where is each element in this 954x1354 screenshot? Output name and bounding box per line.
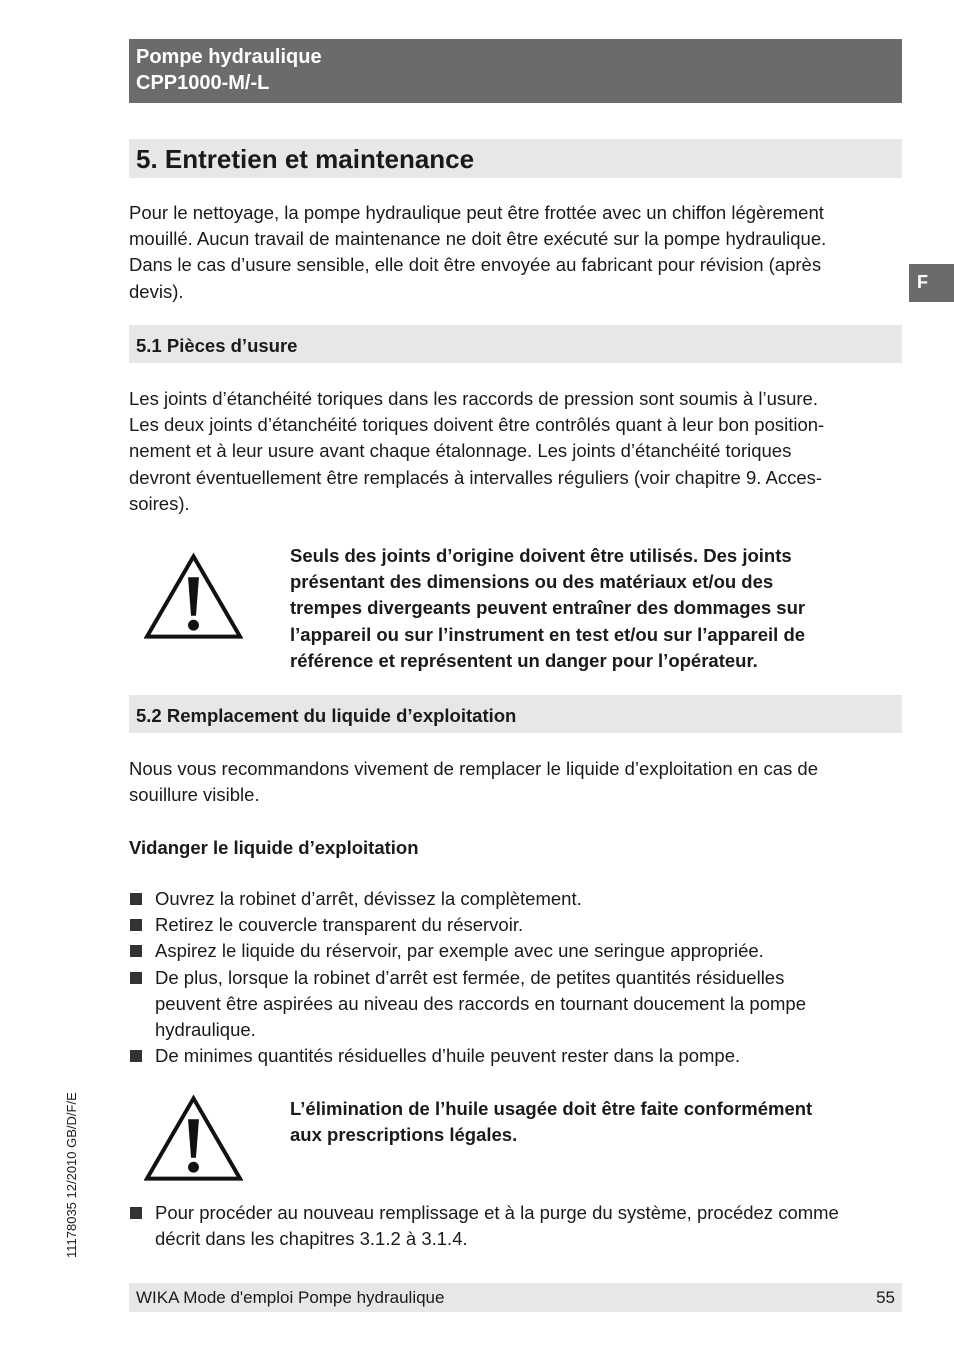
square-bullet-icon bbox=[130, 919, 142, 931]
body-line: Les joints d’étanchéité toriques dans les raccords de pression sont soumis à l’usure. bbox=[129, 388, 818, 409]
step-text: De plus, lorsque la robinet d’arrêt est fermée, de petites quantités résiduelles bbox=[155, 966, 785, 988]
step-text: peuvent être aspirées au niveau des raccords en tournant doucement la pompe bbox=[155, 992, 806, 1014]
square-bullet-icon bbox=[130, 1050, 142, 1062]
step-text: hydraulique. bbox=[155, 1019, 256, 1041]
intro-line: devis). bbox=[129, 280, 184, 302]
body-line: souillure visible. bbox=[129, 784, 260, 806]
page-number: 55 bbox=[876, 1288, 895, 1307]
drain-heading: Vidanger le liquide d’exploitation bbox=[129, 837, 419, 858]
warning-line: l’appareil ou sur l’instrument en test et/ou sur l’appareil de bbox=[290, 623, 806, 645]
step-text: Retirez le couvercle transparent du réservoir. bbox=[155, 914, 524, 936]
warning-line: aux prescriptions légales. bbox=[290, 1124, 518, 1146]
section-intro bbox=[129, 200, 902, 305]
document-header bbox=[129, 39, 902, 103]
intro-line: mouillé. Aucun travail de maintenance ne doit être exécuté sur la pompe hydraulique. bbox=[129, 228, 827, 250]
list-item bbox=[129, 965, 902, 1044]
warning-oil-disposal bbox=[290, 1096, 890, 1148]
warning-line: présentant des dimensions ou des matériaux et/ou des bbox=[290, 571, 774, 593]
body-line: devront éventuellement être remplacés à intervalles réguliers (voir chapitre 9. Acces- bbox=[129, 466, 823, 488]
document-code: 11178035 12/2010 GB/D/F/E bbox=[64, 1092, 79, 1258]
section-title: 5. Entretien et maintenance bbox=[129, 139, 902, 178]
body-line: soires). bbox=[129, 492, 190, 514]
step-text: décrit dans les chapitres 3.1.2 à 3.1.4. bbox=[155, 1228, 468, 1250]
body-line: Nous vous recommandons vivement de remplacer le liquide d’exploitation en cas de bbox=[129, 758, 818, 779]
header-product-name: Pompe hydraulique bbox=[136, 46, 322, 68]
warning-line: Seuls des joints d’origine doivent être utilisés. Des joints bbox=[290, 545, 792, 566]
list-item bbox=[129, 1200, 902, 1252]
footer-title: WIKA Mode d'emploi Pompe hydraulique bbox=[136, 1288, 445, 1307]
step-text: Pour procéder au nouveau remplissage et à la purge du système, procédez comme bbox=[155, 1202, 839, 1223]
subsection-title-fluid-replacement: 5.2 Remplacement du liquide d’exploitation bbox=[129, 695, 902, 733]
fluid-replacement-body bbox=[129, 756, 902, 808]
warning-triangle-icon bbox=[144, 1094, 243, 1182]
square-bullet-icon bbox=[130, 893, 142, 905]
list-item bbox=[129, 1043, 902, 1069]
warning-line: L’élimination de l’huile usagée doit être faite conformément bbox=[290, 1098, 813, 1119]
square-bullet-icon bbox=[130, 972, 142, 984]
page-footer bbox=[129, 1283, 902, 1312]
step-text: De minimes quantités résiduelles d’huile peuvent rester dans la pompe. bbox=[155, 1045, 741, 1067]
body-line: Les deux joints d’étanchéité toriques doivent être contrôlés quant à leur bon position- bbox=[129, 414, 825, 436]
header-model: CPP1000-M/-L bbox=[136, 72, 270, 94]
square-bullet-icon bbox=[130, 945, 142, 957]
intro-line: Pour le nettoyage, la pompe hydraulique peut être frottée avec un chiffon légèrement bbox=[129, 202, 824, 223]
warning-line: référence et représentent un danger pour l’opérateur. bbox=[290, 649, 758, 671]
body-line: nement et à leur usure avant chaque étalonnage. Les joints d’étanchéité toriques bbox=[129, 440, 792, 462]
language-tab: F bbox=[909, 264, 954, 302]
step-text: Ouvrez la robinet d’arrêt, dévissez la complètement. bbox=[155, 888, 582, 909]
wear-parts-body bbox=[129, 386, 902, 517]
intro-line: Dans le cas d’usure sensible, elle doit être envoyée au fabricant pour révision (après bbox=[129, 254, 822, 276]
drain-steps-list bbox=[129, 886, 902, 1069]
list-item bbox=[129, 938, 902, 964]
list-item bbox=[129, 886, 902, 912]
step-text: Aspirez le liquide du réservoir, par exemple avec une seringue appropriée. bbox=[155, 940, 764, 962]
list-item bbox=[129, 912, 902, 938]
warning-line: trempes divergeants peuvent entraîner des dommages sur bbox=[290, 597, 806, 619]
refill-steps-list bbox=[129, 1200, 902, 1252]
warning-triangle-icon bbox=[144, 552, 243, 640]
subsection-title-wear-parts: 5.1 Pièces d’usure bbox=[129, 325, 902, 363]
warning-original-seals bbox=[290, 543, 890, 674]
square-bullet-icon bbox=[130, 1207, 142, 1219]
